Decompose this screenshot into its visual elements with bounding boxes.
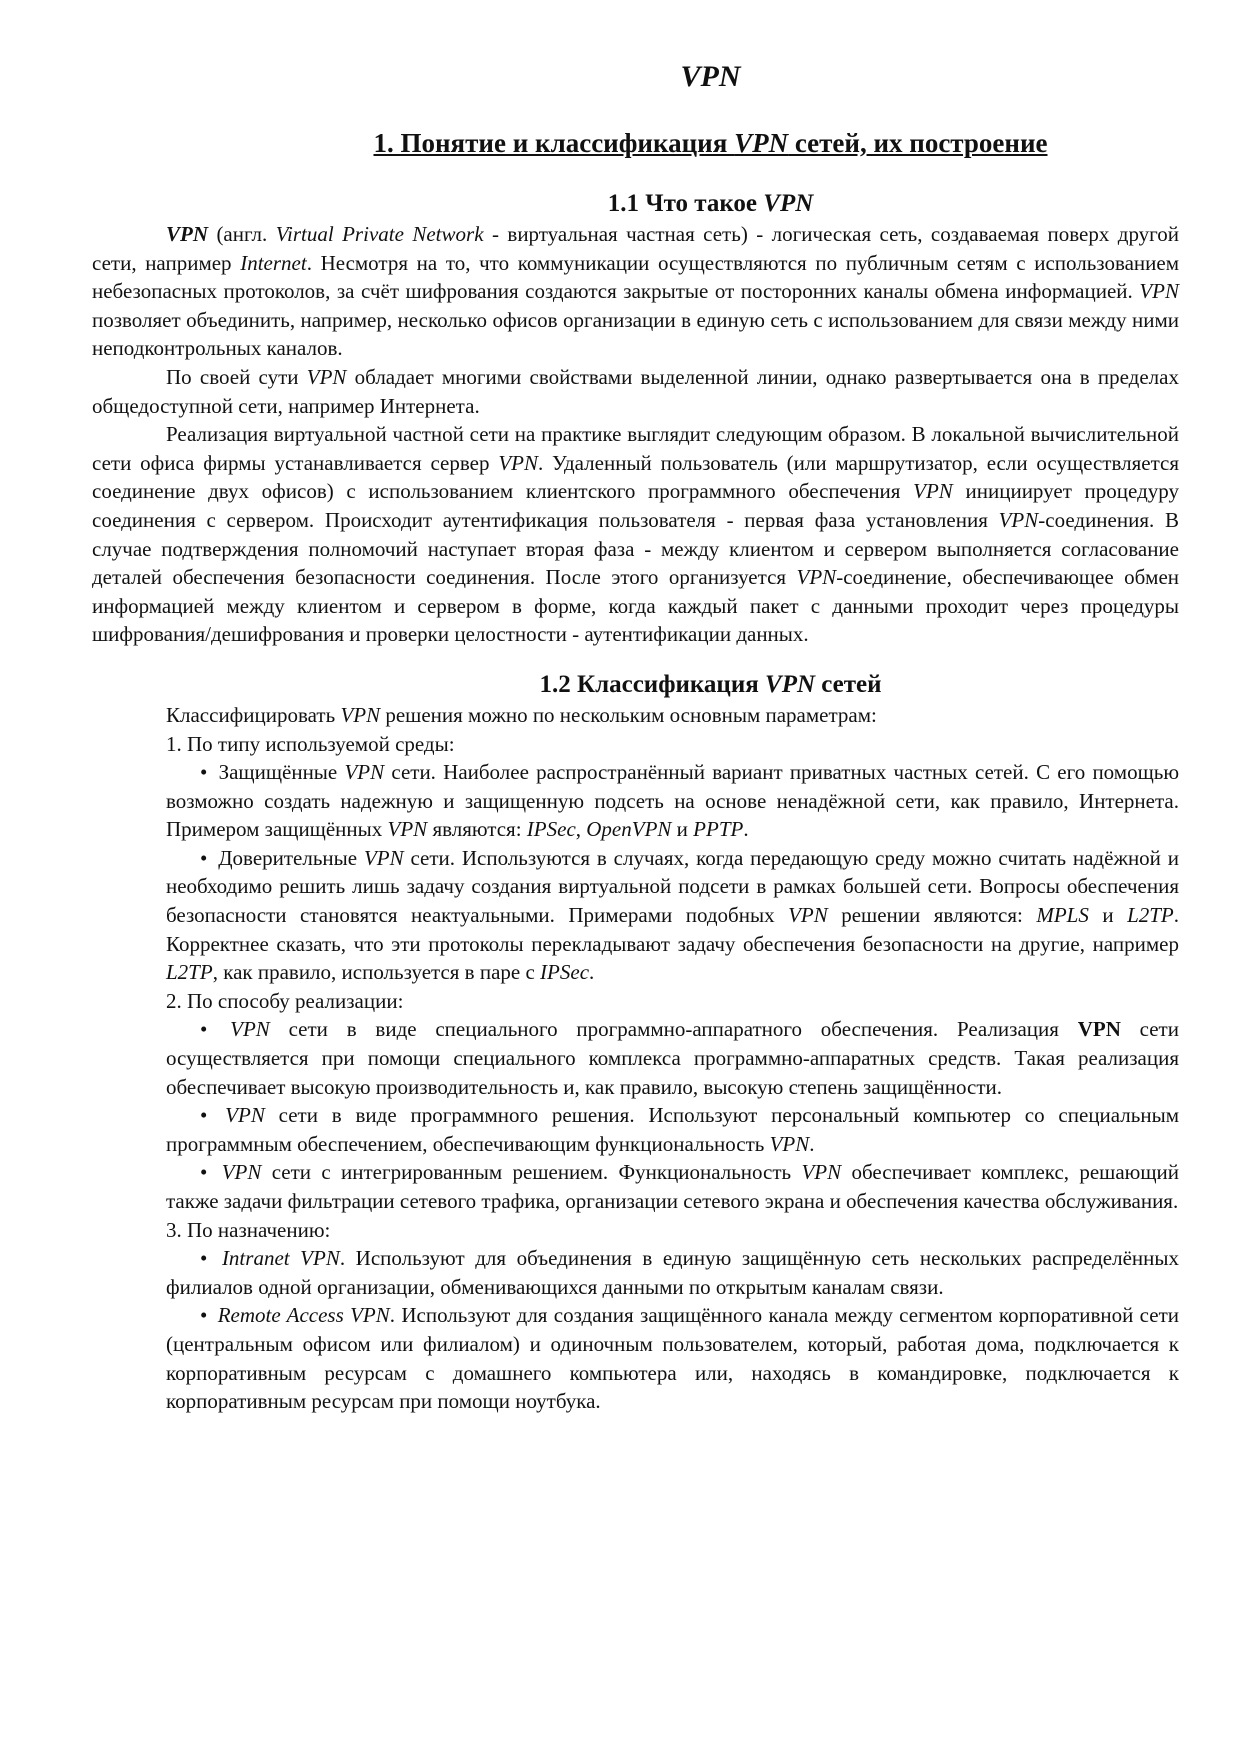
bullet-icon: •	[200, 1103, 208, 1128]
text-run: и	[1088, 903, 1128, 928]
text-run: .	[589, 960, 595, 985]
text-run: позволяет объединить, например, несколько офисов организации в единую сеть с использованием для связи между ними неподконтрольных каналов.	[92, 307, 1179, 361]
text-run: L2TP	[166, 960, 213, 985]
text-run: VPN	[769, 1131, 810, 1156]
paragraph-essence	[92, 363, 1179, 420]
text-run: .	[743, 817, 749, 842]
text-run: сети. Используются в случаях, когда передающую среду можно считать надёжной и необходимо решить лишь задачу создания виртуальной подсети в рамках большей сети. Вопросы обеспечения безопасности становятся неактуальными. Примерами подобных	[166, 845, 1180, 928]
text-run: Классифицировать	[166, 702, 341, 727]
bullet-icon: •	[200, 1017, 208, 1042]
text-run: Реализация виртуальной частной сети на практике выглядит следующим образом. В локальной вычислительной сети офиса фирмы устанавливается сервер	[92, 422, 1179, 475]
text-run: ,	[575, 817, 587, 842]
text-run: VPN	[998, 507, 1039, 532]
text-run: L2TP	[1127, 903, 1174, 928]
text-run: Intranet VPN	[211, 1246, 340, 1271]
subsection-title-1-2-prefix: 1.2 Классификация	[539, 670, 766, 698]
text-run: VPN	[1077, 1017, 1121, 1042]
text-run: VPN	[796, 565, 837, 590]
text-run: По своей сути	[166, 364, 307, 389]
text-run: MPLS	[1036, 903, 1089, 928]
text-run: VPN	[166, 222, 208, 246]
text-run: VPN	[801, 1160, 842, 1185]
text-run: Virtual Private Network	[275, 222, 484, 246]
text-run: . Используют для объединения в единую защищённую сеть нескольких распределённых филиалов одной организации, обменивающихся данными по открытым каналам связи.	[166, 1246, 1179, 1299]
section-title-suffix: сетей, их построение	[788, 128, 1048, 158]
section-title-prefix: 1. Понятие и классификация	[373, 128, 735, 158]
list-item-remote-access-vpn	[166, 1301, 1179, 1415]
text-run: VPN	[498, 450, 538, 475]
list-item-integrated-vpn	[166, 1158, 1179, 1215]
text-run: сети в виде специального программно-аппаратного обеспечения. Реализация	[269, 1017, 1078, 1042]
list-item-intranet-vpn	[166, 1244, 1179, 1301]
text-run: VPN	[211, 1160, 262, 1185]
text-run: VPN	[387, 817, 428, 842]
text-run: .	[809, 1131, 815, 1156]
document-title: VPN	[680, 60, 741, 93]
text-run: OpenVPN	[586, 817, 672, 842]
text-run: PPTP	[693, 817, 744, 842]
bullet-icon: •	[200, 1160, 208, 1185]
group-label-purpose: 3. По назначению:	[166, 1217, 331, 1242]
text-run: решении являются:	[827, 903, 1037, 928]
text-run: Доверительные	[211, 845, 364, 870]
text-run: являются:	[427, 817, 527, 842]
text-run: IPSec	[526, 817, 576, 842]
text-run: сети с интегрированным решением. Функциональность	[261, 1160, 802, 1185]
text-run: и	[671, 817, 694, 842]
bullet-icon: •	[200, 1303, 208, 1328]
text-run: - виртуальная частная сеть) - логическая сеть, создаваемая поверх другой сети, например	[92, 222, 1179, 275]
text-run: сети. Наиболее распространённый вариант приватных частных сетей. С его помощью возможно создать надежную и защищенную подсеть на основе ненадёжной сети, как правило, Интернета. Примером защищённых	[166, 760, 1180, 842]
text-run: сети осуществляется при помощи специального комплекса программно-аппаратных средств. Такая реализация обеспечивает высокую производительность и, как правило, высокую степень защищённости.	[166, 1017, 1179, 1099]
text-run: VPN	[788, 903, 828, 928]
group-label-environment: 1. По типу используемой среды:	[166, 731, 455, 756]
bullet-icon: •	[200, 1246, 208, 1271]
bullet-icon: •	[200, 845, 208, 870]
list-item-trusted-vpn	[166, 844, 1179, 987]
paragraph-classification-intro	[92, 701, 1179, 730]
text-run: VPN	[211, 1103, 265, 1128]
text-run: VPN	[913, 479, 953, 504]
text-run: Remote Access VPN	[211, 1303, 390, 1328]
text-run: сети в виде программного решения. Используют персональный компьютер со специальным программным обеспечением, обеспечивающим функциональность	[166, 1103, 1179, 1156]
text-run: обеспечивает комплекс, решающий также задачи фильтрации сетевого трафика, организации сетевого экрана и обеспечения качества обслуживания.	[166, 1160, 1179, 1213]
text-run: . Корректнее сказать, что эти протоколы перекладывают задачу обеспечения безопасности на другие, например	[166, 903, 1179, 956]
text-run: обладает многими свойствами выделенной линии, однако развертывается она в пределах общедоступной сети, например Интернета.	[92, 364, 1179, 418]
text-run: VPN	[1139, 279, 1179, 304]
text-run: . Удаленный пользователь (или маршрутизатор, если осуществляется соединение двух офисов) с использованием клиентского программного обеспечения	[92, 450, 1179, 504]
text-run: . Используют для создания защищённого канала между сегментом корпоративной сети (центральным офисом или филиалом) и одиночным пользователем, который, работая дома, подключается к корпоративным ресурсам с домашнего компьютера или, находясь в командировке, подключается к корпоративным ресурсам при помощи ноутбука.	[166, 1303, 1179, 1414]
group-label-implementation: 2. По способу реализации:	[166, 988, 404, 1013]
subsection-title-1-1-vpn: VPN	[763, 190, 814, 217]
text-run: IPSec	[540, 960, 590, 985]
text-run: VPN	[344, 760, 385, 785]
text-run: VPN	[211, 1017, 270, 1042]
list-item-software-vpn	[166, 1101, 1179, 1158]
subsection-title-1-1-prefix: 1.1 Что такое	[607, 190, 764, 217]
text-run: , как правило, используется в паре с	[212, 960, 541, 985]
text-run: VPN	[363, 845, 404, 870]
text-run: -соединение, обеспечивающее обмен информацией между клиентом и сервером в форме, когда каждый пакет с данными проходит через процедуры шифрования/дешифрования и проверки целостности - аутентификации данных.	[92, 565, 1180, 647]
text-run: Internet	[240, 250, 307, 275]
subsection-title-1-2-vpn: VPN	[765, 670, 816, 698]
document-page	[92, 60, 1179, 1416]
section-title	[92, 126, 1179, 160]
text-run: Защищённые	[211, 760, 345, 785]
text-run: решения можно по нескольким основным параметрам:	[380, 702, 877, 727]
paragraph-definition	[92, 220, 1179, 363]
bullet-icon: •	[200, 760, 208, 785]
paragraph-implementation	[92, 420, 1179, 649]
section-title-vpn: VPN	[734, 128, 789, 158]
subsection-title-1-1	[92, 188, 1179, 220]
text-run: . Несмотря на то, что коммуникации осуществляются по публичным сетям с использованием небезопасных протоколов, за счёт шифрования создаются закрытые от посторонних каналы обмена информацией.	[92, 250, 1180, 304]
text-run: (англ.	[208, 222, 276, 246]
list-item-secure-vpn	[166, 758, 1179, 844]
subsection-title-1-2	[92, 669, 1179, 701]
text-run: -соединения. В случае подтверждения полномочий наступает вторая фаза - между клиентом и сервером выполняется согласование деталей обеспечения безопасности соединения. После этого организуется	[92, 507, 1179, 590]
list-item-hardware-vpn	[166, 1015, 1179, 1101]
subsection-title-1-2-suffix: сетей	[815, 670, 882, 698]
text-run: VPN	[306, 364, 347, 389]
text-run: инициирует процедуру соединения с сервером. Происходит аутентификация пользователя - первая фаза установления	[92, 479, 1179, 532]
text-run: VPN	[340, 702, 381, 727]
